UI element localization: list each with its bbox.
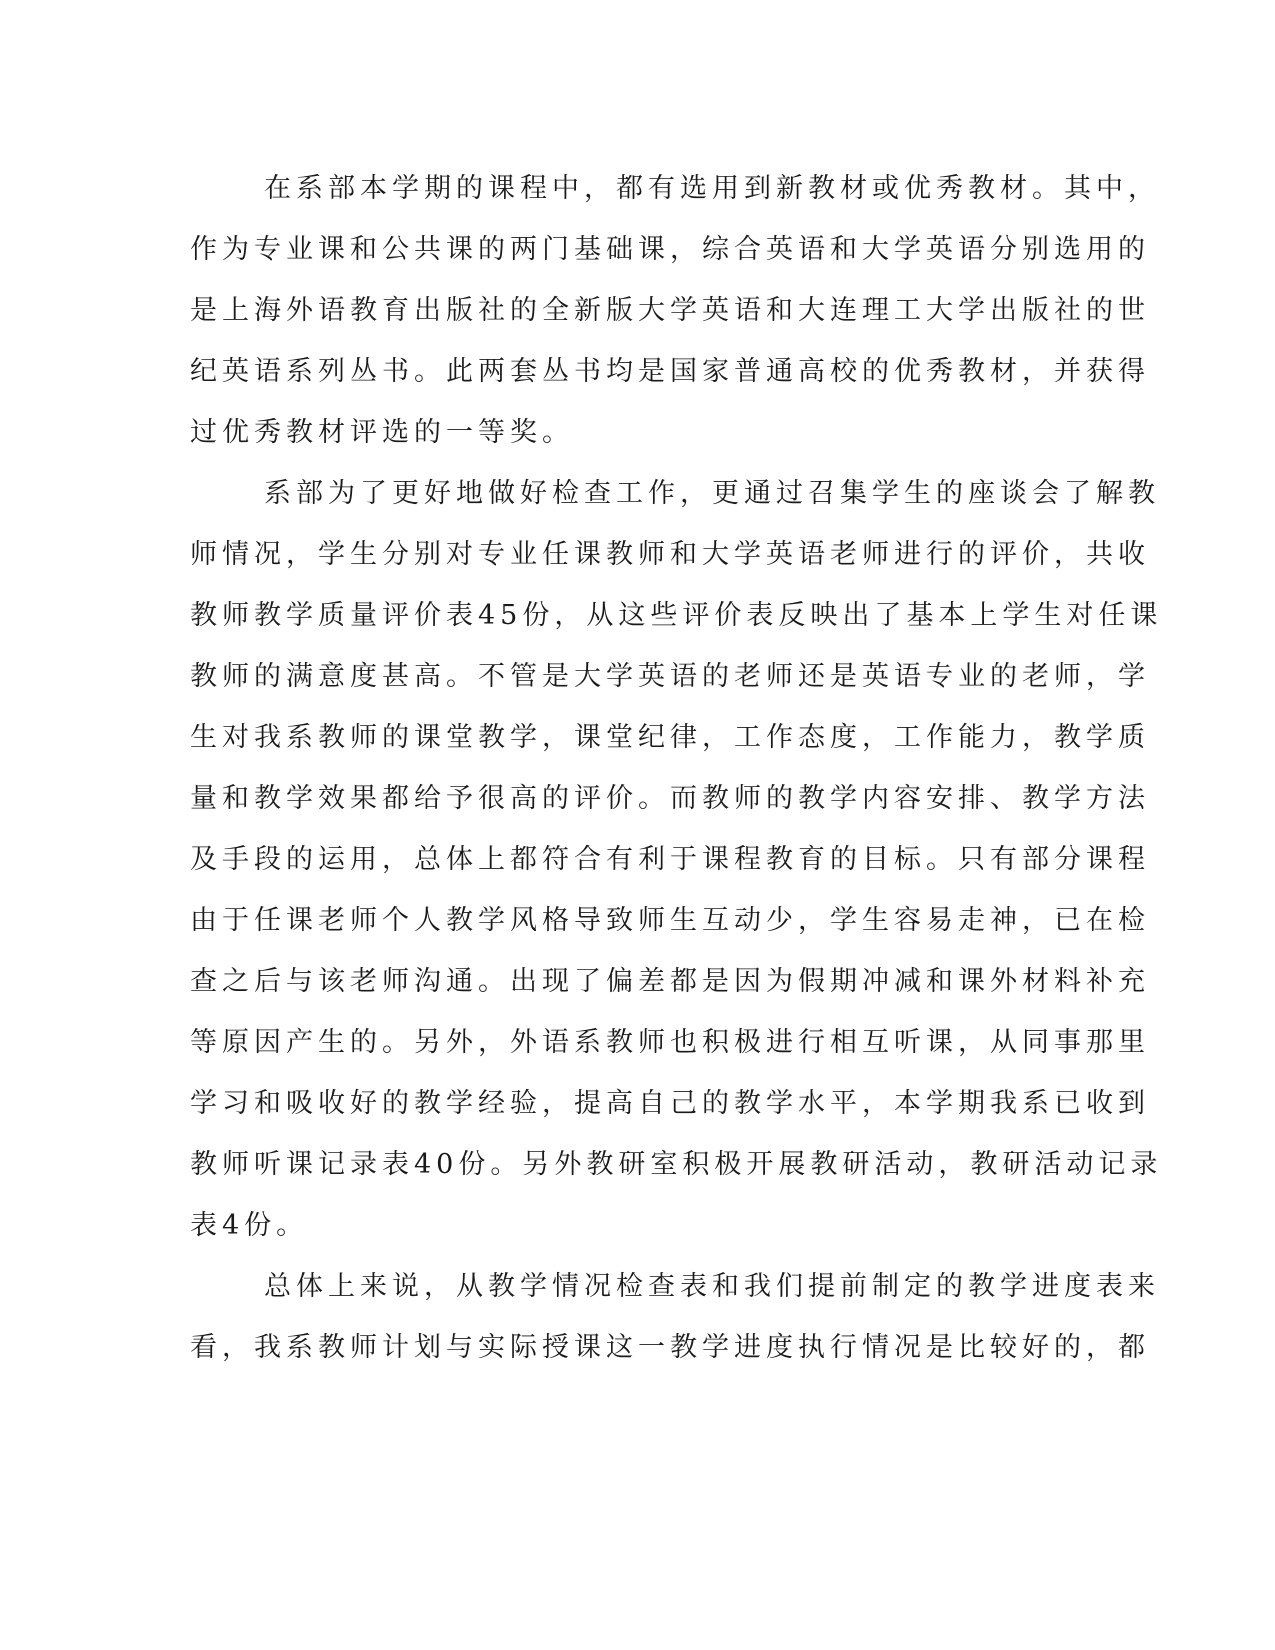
paragraph-textbooks [190,158,1160,463]
text-line: 看，我系教师计划与实际授课这一教学进度执行情况是比较好的，都 [190,1332,1150,1363]
text-line: 学习和吸收好的教学经验，提高自己的教学水平，本学期我系已收到 [190,1088,1150,1119]
text-line: 师情况，学生分别对专业任课教师和大学英语老师进行的评价，共收 [190,539,1150,570]
text-line: 系部为了更好地做好检查工作，更通过召集学生的座谈会了解教 [264,478,1160,509]
document-body [190,158,1163,1378]
text-line: 教师的满意度甚高。不管是大学英语的老师还是英语专业的老师，学 [190,661,1150,692]
text-line: 由于任课老师个人教学风格导致师生互动少，学生容易走神，已在检 [190,905,1150,936]
text-line: 表4份。 [190,1210,309,1241]
text-line: 作为专业课和公共课的两门基础课，综合英语和大学英语分别选用的 [190,234,1150,265]
text-line: 量和教学效果都给予很高的评价。而教师的教学内容安排、教学方法 [190,783,1150,814]
text-line: 等原因产生的。另外，外语系教师也积极进行相互听课，从同事那里 [190,1027,1150,1058]
text-line: 生对我系教师的课堂教学，课堂纪律，工作态度，工作能力，教学质 [190,722,1150,753]
text-line: 教师听课记录表40份。另外教研室积极开展教研活动，教研活动记录 [190,1149,1163,1180]
text-line: 总体上来说，从教学情况检查表和我们提前制定的教学进度表来 [264,1271,1160,1302]
text-line: 过优秀教材评选的一等奖。 [190,417,574,448]
text-line: 及手段的运用，总体上都符合有利于课程教育的目标。只有部分课程 [190,844,1150,875]
text-line: 是上海外语教育出版社的全新版大学英语和大连理工大学出版社的世 [190,295,1150,326]
paragraph-evaluation [190,463,1163,1256]
paragraph-summary [190,1256,1160,1378]
text-line: 查之后与该老师沟通。出现了偏差都是因为假期冲减和课外材料补充 [190,966,1150,997]
text-line: 纪英语系列丛书。此两套丛书均是国家普通高校的优秀教材，并获得 [190,356,1150,387]
text-line: 教师教学质量评价表45份，从这些评价表反映出了基本上学生对任课 [190,600,1163,631]
text-line: 在系部本学期的课程中，都有选用到新教材或优秀教材。其中， [264,173,1160,204]
